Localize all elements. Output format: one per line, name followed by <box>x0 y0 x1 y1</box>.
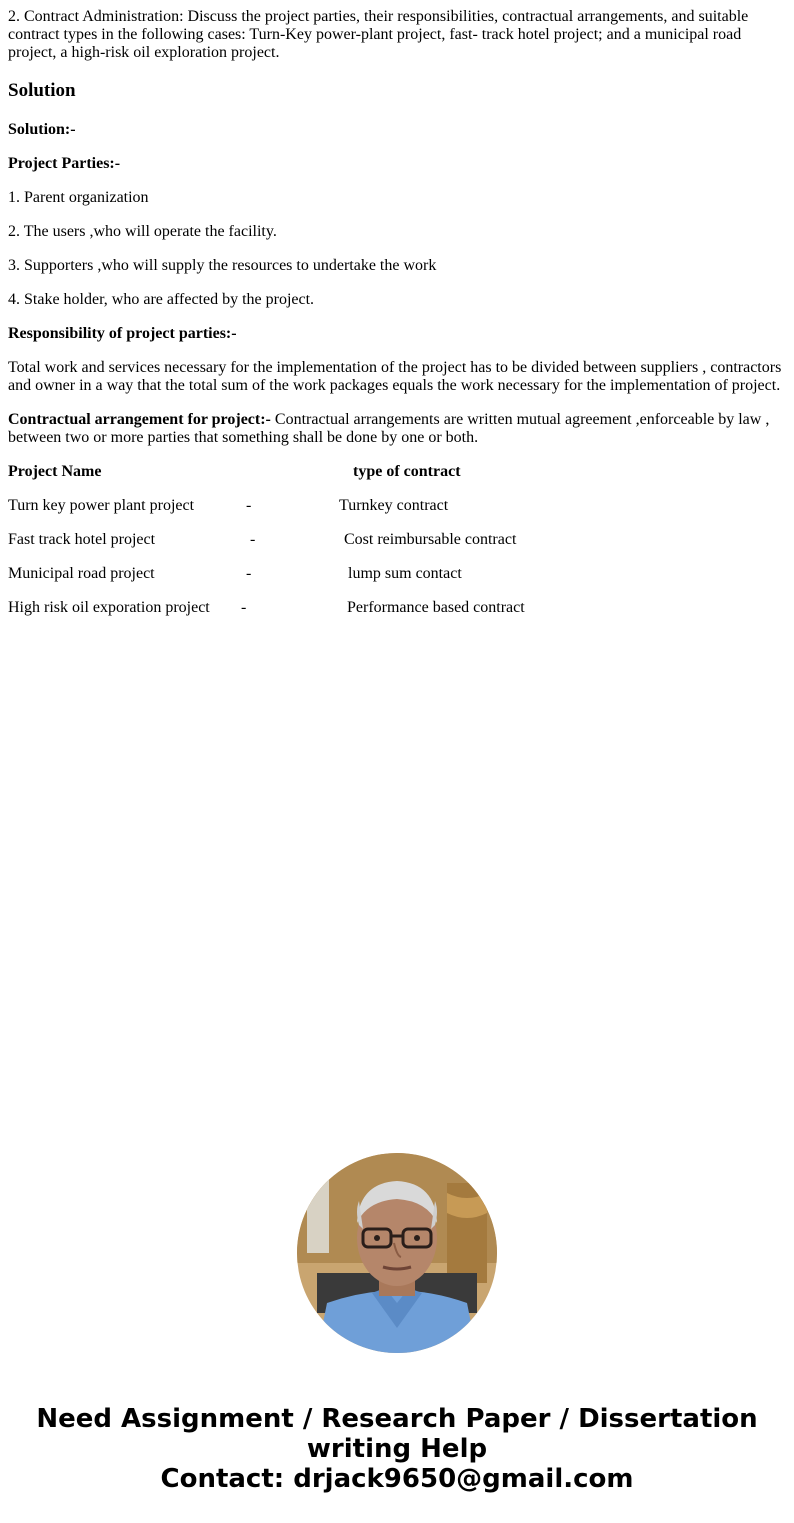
solution-body <box>8 121 786 633</box>
contract-type: Cost reimbursable contract <box>344 531 517 548</box>
table-row <box>8 599 786 617</box>
dash: - <box>246 497 252 514</box>
dash: - <box>250 531 256 548</box>
banner-line: writing Help <box>306 1434 488 1464</box>
author-portrait-icon <box>297 1153 497 1353</box>
responsibility-label: Responsibility of project parties:- <box>8 325 237 342</box>
party-item: 3. Supporters ,who will supply the resources to undertake the work <box>8 257 437 274</box>
banner-line: Need Assignment / Research Paper / Dissertation <box>36 1404 758 1434</box>
arrangement-label: Contractual arrangement for project:- <box>8 411 271 428</box>
party-item: 4. Stake holder, who are affected by the project. <box>8 291 315 308</box>
table-row <box>8 531 786 549</box>
party-item: 1. Parent organization <box>8 189 149 206</box>
dash: - <box>241 599 247 616</box>
table-row <box>8 565 786 583</box>
contract-type: lump sum contact <box>348 565 462 582</box>
avatar <box>297 1153 497 1353</box>
question-block <box>8 8 786 62</box>
project-name: Turn key power plant project <box>8 497 195 514</box>
solution-heading: Solution <box>8 80 76 101</box>
responsibility-text: Total work and services necessary for the implementation of the project has to be divided between suppliers , contractors and owner in a way that the total sum of the work packages equals the work necessary for the implementation of project. <box>8 359 782 394</box>
table-row <box>8 497 786 515</box>
header-contract-type: type of contract <box>353 463 461 480</box>
contract-table-header <box>8 463 786 481</box>
project-name: High risk oil exporation project <box>8 599 210 616</box>
arrangement-paragraph <box>8 411 786 447</box>
contract-type: Performance based contract <box>347 599 525 616</box>
party-item: 2. The users ,who will operate the facility. <box>8 223 277 240</box>
project-name: Municipal road project <box>8 565 155 582</box>
contract-type: Turnkey contract <box>339 497 449 514</box>
parties-label: Project Parties:- <box>8 155 121 172</box>
arrangement-text: Contractual arrangements are written mutual agreement ,enforceable by law , between two or more parties that something shall be done by one or both. <box>8 411 770 446</box>
contact-email: Contact: drjack9650@gmail.com <box>160 1464 634 1494</box>
solution-label: Solution:- <box>8 121 76 138</box>
contact-banner <box>0 1404 794 1494</box>
question-text: 2. Contract Administration: Discuss the project parties, their responsibilities, contractual arrangements, and suitable contract types in the following cases: Turn-Key power-plant project, fast- track hotel project; and a municipal road project, a high-risk oil exploration project. <box>8 8 749 61</box>
dash: - <box>246 565 252 582</box>
header-project-name: Project Name <box>8 463 102 480</box>
project-name: Fast track hotel project <box>8 531 156 548</box>
